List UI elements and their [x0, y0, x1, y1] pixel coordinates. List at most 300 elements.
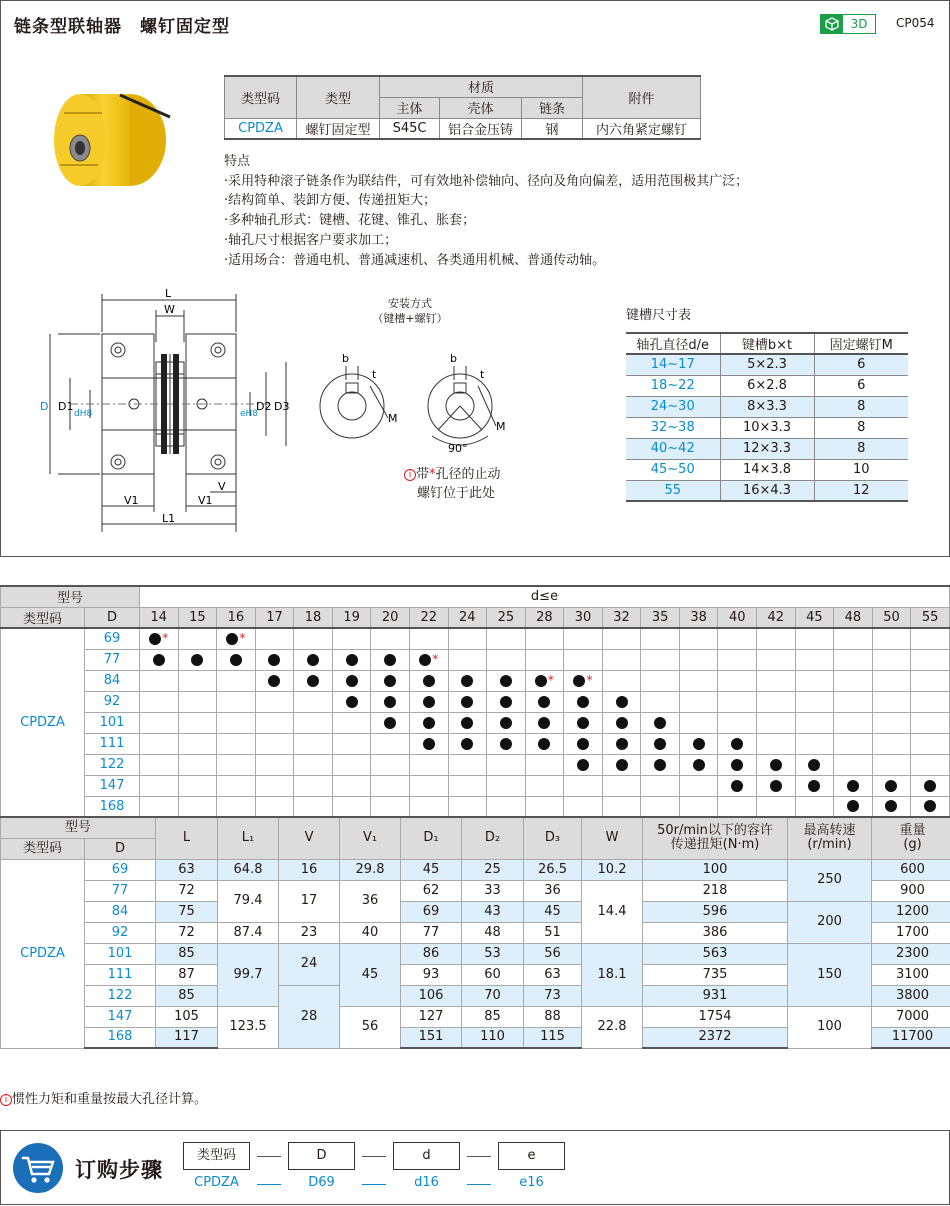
size-header-row	[1, 607, 950, 628]
size-D: 147	[85, 775, 140, 796]
size-cell	[140, 754, 179, 775]
size-D: 122	[85, 754, 140, 775]
size-cell	[911, 796, 950, 817]
dim-torque-value: 2372	[643, 1027, 788, 1048]
size-cell	[795, 775, 834, 796]
dim-L1-value: 87.4	[218, 922, 279, 943]
size-col-header: 25	[487, 607, 526, 628]
size-row	[1, 733, 950, 754]
size-cell	[911, 628, 950, 649]
available-dot	[423, 696, 435, 708]
keyway-row	[626, 459, 908, 480]
size-cell	[217, 691, 256, 712]
size-cell	[525, 796, 564, 817]
keyway-screw: 8	[814, 438, 908, 459]
size-cell	[602, 691, 641, 712]
available-dot	[307, 675, 319, 687]
dim-V1-left: V1	[124, 494, 139, 507]
size-cell	[371, 649, 410, 670]
keyway-screw: 8	[814, 417, 908, 438]
size-col-header: 40	[718, 607, 757, 628]
keyway-b-1: b	[342, 352, 349, 365]
mount-method	[355, 296, 465, 326]
dim-h-torque-2: 传递扭矩(N·m)	[670, 837, 760, 853]
dim-h-torque-1: 50r/min以下的容许	[657, 823, 773, 839]
dim-D1-value: 93	[401, 964, 462, 985]
size-cell	[178, 628, 217, 649]
available-dot	[149, 633, 161, 645]
size-cell	[255, 649, 294, 670]
size-col-header: 17	[255, 607, 294, 628]
size-cell	[679, 628, 718, 649]
size-cell	[679, 712, 718, 733]
size-cell	[757, 754, 796, 775]
size-cell	[448, 691, 487, 712]
spec-h-shell: 壳体	[440, 97, 522, 118]
order-separator	[362, 1156, 386, 1157]
dim-V1-value: 40	[340, 922, 401, 943]
keyway-bore: 24~30	[626, 396, 720, 417]
available-dot	[346, 675, 358, 687]
dim-W-value: 22.8	[582, 1006, 643, 1048]
size-cell	[679, 754, 718, 775]
dim-D2-value: 60	[462, 964, 524, 985]
size-cell	[834, 712, 873, 733]
available-dot	[616, 738, 628, 750]
size-col-header: 14	[140, 607, 179, 628]
available-dot	[770, 780, 782, 792]
dim-h-torque	[643, 817, 788, 859]
dim-D3-value: 88	[524, 1006, 582, 1027]
available-dot	[770, 759, 782, 771]
dim-D1-value: 62	[401, 880, 462, 901]
dim-D2-value: 110	[462, 1027, 524, 1048]
size-cell	[834, 733, 873, 754]
dim-D-value: 122	[85, 985, 156, 1006]
available-dot	[230, 654, 242, 666]
spec-h-material: 材质	[380, 76, 583, 97]
dim-h-V: V	[279, 817, 340, 859]
size-D: 111	[85, 733, 140, 754]
available-dot	[384, 654, 396, 666]
size-cell	[911, 775, 950, 796]
keyway-key: 5×2.3	[720, 354, 814, 375]
size-cell	[409, 649, 448, 670]
keyway-bore: 32~38	[626, 417, 720, 438]
size-cell	[371, 628, 410, 649]
available-dot	[573, 675, 585, 687]
size-col-header: 28	[525, 607, 564, 628]
dim-D1: D1	[58, 400, 74, 413]
size-cell	[448, 733, 487, 754]
size-cell	[718, 712, 757, 733]
available-dot	[693, 738, 705, 750]
size-cell	[679, 796, 718, 817]
keyway-bore: 40~42	[626, 438, 720, 459]
size-cell	[448, 712, 487, 733]
available-dot	[384, 675, 396, 687]
size-cell	[448, 775, 487, 796]
size-cell	[178, 775, 217, 796]
size-cell	[641, 796, 680, 817]
size-cell	[525, 649, 564, 670]
dim-torque-value: 931	[643, 985, 788, 1006]
spec-h-accessory: 附件	[583, 76, 701, 118]
size-cell	[487, 649, 526, 670]
size-cell	[757, 670, 796, 691]
size-cell	[140, 712, 179, 733]
size-cell	[757, 691, 796, 712]
available-dot	[500, 696, 512, 708]
keyway-screw: 6	[814, 375, 908, 396]
available-dot	[731, 780, 743, 792]
size-cell	[718, 628, 757, 649]
size-cell	[487, 670, 526, 691]
dim-code: CPDZA	[1, 859, 85, 1048]
keyway-M-1: M	[388, 412, 398, 425]
keyway-bore: 14~17	[626, 354, 720, 375]
dim-D3-value: 73	[524, 985, 582, 1006]
size-cell	[178, 712, 217, 733]
size-cell	[602, 796, 641, 817]
dim-h-code: 类型码	[1, 838, 85, 859]
dim-D2-value: 43	[462, 901, 524, 922]
dim-V1-value: 29.8	[340, 859, 401, 880]
dim-D2-value: 53	[462, 943, 524, 964]
dim-D-value: 147	[85, 1006, 156, 1027]
size-cell	[487, 796, 526, 817]
size-cell	[294, 796, 333, 817]
size-cell	[872, 691, 911, 712]
available-dot	[616, 717, 628, 729]
size-cell	[911, 712, 950, 733]
size-cell	[718, 649, 757, 670]
size-cell	[718, 733, 757, 754]
size-D: 69	[85, 628, 140, 649]
info-icon: i	[404, 469, 416, 481]
dim-D1-value: 106	[401, 985, 462, 1006]
size-cell	[757, 628, 796, 649]
dim-D2-value: 25	[462, 859, 524, 880]
size-header-row	[1, 586, 950, 607]
available-dot	[500, 717, 512, 729]
dim-D2-value: 70	[462, 985, 524, 1006]
dim-L1-value: 79.4	[218, 880, 279, 922]
available-dot	[307, 654, 319, 666]
size-cell	[757, 712, 796, 733]
product-code: CP054	[896, 16, 935, 30]
dim-weight-value: 1700	[872, 922, 950, 943]
size-cell	[371, 754, 410, 775]
keyway-key: 12×3.3	[720, 438, 814, 459]
spec-h-code: 类型码	[225, 76, 297, 118]
size-col-header: 32	[602, 607, 641, 628]
set-screw-star: *	[547, 673, 554, 687]
features-title: 特点	[224, 154, 251, 169]
keyway-diagrams	[310, 350, 510, 464]
dim-V-value: 28	[279, 985, 340, 1048]
dim-speed-value: 250	[788, 859, 872, 901]
size-cell	[525, 733, 564, 754]
dim-h-weight-1: 重量	[899, 823, 926, 839]
size-cell	[409, 775, 448, 796]
size-col-header: 48	[834, 607, 873, 628]
size-cell	[448, 754, 487, 775]
dim-h-model: 型号	[1, 817, 156, 838]
dim-h-weight	[872, 817, 950, 859]
feature-item: ·轴孔尺寸根据客户要求加工；	[224, 232, 398, 248]
size-cell	[641, 775, 680, 796]
dim-V1-value: 36	[340, 880, 401, 922]
size-cell	[757, 796, 796, 817]
size-cell	[409, 712, 448, 733]
available-dot	[654, 717, 666, 729]
size-cell	[332, 796, 371, 817]
available-dot	[885, 780, 897, 792]
size-cell	[757, 733, 796, 754]
dim-h-D3: D₃	[524, 817, 582, 859]
size-cell	[602, 775, 641, 796]
size-cell	[679, 691, 718, 712]
spec-code: CPDZA	[225, 118, 297, 139]
feature-item: ·多种轴孔形式：键槽、花键、锥孔、胀套；	[224, 213, 476, 229]
size-cell	[178, 733, 217, 754]
size-cell	[371, 733, 410, 754]
size-cell	[294, 754, 333, 775]
keyway-row	[626, 438, 908, 459]
keyway-screw: 12	[814, 480, 908, 501]
size-cell	[795, 649, 834, 670]
dim-torque-value: 100	[643, 859, 788, 880]
size-cell	[294, 670, 333, 691]
size-cell	[602, 754, 641, 775]
size-cell	[255, 712, 294, 733]
size-col-header: 35	[641, 607, 680, 628]
notice-post: 孔径的止动	[435, 467, 501, 482]
available-dot	[461, 696, 473, 708]
dim-D3-value: 26.5	[524, 859, 582, 880]
size-D: 101	[85, 712, 140, 733]
size-cell	[371, 796, 410, 817]
dim-V-value: 23	[279, 922, 340, 943]
size-cell	[872, 628, 911, 649]
order-field-code[interactable]: 类型码	[183, 1142, 250, 1170]
available-dot	[731, 759, 743, 771]
dim-L1-value: 123.5	[218, 1006, 279, 1048]
size-cell	[564, 628, 603, 649]
footnote-text: 惯性力矩和重量按最大孔径计算。	[12, 1092, 208, 1107]
keyway-bore: 18~22	[626, 375, 720, 396]
mount-title: 安装方式	[388, 297, 432, 310]
size-cell	[718, 796, 757, 817]
size-cell	[718, 691, 757, 712]
dim-torque-value: 218	[643, 880, 788, 901]
size-cell	[872, 670, 911, 691]
size-cell	[872, 733, 911, 754]
size-row	[1, 712, 950, 733]
size-col-header: 22	[409, 607, 448, 628]
size-cell	[332, 775, 371, 796]
size-col-header: 45	[795, 607, 834, 628]
size-cell	[602, 649, 641, 670]
size-cell	[872, 796, 911, 817]
dim-V-value: 24	[279, 943, 340, 985]
size-row	[1, 628, 950, 649]
dim-h-L1: L₁	[218, 817, 279, 859]
size-cell	[602, 670, 641, 691]
cube-icon	[821, 15, 843, 33]
dim-torque-value: 735	[643, 964, 788, 985]
dim-D1-value: 69	[401, 901, 462, 922]
size-cell	[872, 712, 911, 733]
dim-D1-value: 151	[401, 1027, 462, 1048]
size-cell	[525, 775, 564, 796]
size-col-header: 42	[757, 607, 796, 628]
size-cell	[602, 712, 641, 733]
order-steps	[0, 1130, 950, 1205]
size-cell	[525, 670, 564, 691]
dim-D2-value: 48	[462, 922, 524, 943]
size-cell	[255, 796, 294, 817]
order-title: 订购步骤	[75, 1158, 163, 1182]
dim-D-value: 111	[85, 964, 156, 985]
size-cell	[525, 691, 564, 712]
set-screw-star: *	[586, 673, 593, 687]
keyway-key: 14×3.8	[720, 459, 814, 480]
size-col-header: 55	[911, 607, 950, 628]
size-cell	[255, 733, 294, 754]
dim-L: L	[165, 287, 172, 300]
size-cell	[371, 691, 410, 712]
available-dot	[423, 717, 435, 729]
size-cell	[795, 754, 834, 775]
feature-item: ·适用场合：普通电机、普通减速机、各类通用机械、普通传动轴。	[224, 252, 606, 268]
dim-dH8: dH8	[74, 409, 93, 419]
available-dot	[847, 780, 859, 792]
spec-table	[224, 75, 701, 140]
size-cell	[294, 628, 333, 649]
size-cell	[641, 628, 680, 649]
size-cell	[525, 712, 564, 733]
size-col-header: 30	[564, 607, 603, 628]
size-cell	[255, 670, 294, 691]
dim-h-D1: D₁	[401, 817, 462, 859]
size-cell	[795, 628, 834, 649]
available-dot	[268, 654, 280, 666]
spec-h-type: 类型	[297, 76, 380, 118]
dim-speed-value: 150	[788, 943, 872, 1006]
dim-weight-value: 900	[872, 880, 950, 901]
available-dot	[616, 759, 628, 771]
dim-D-value: 84	[85, 901, 156, 922]
available-dot	[693, 759, 705, 771]
size-cell	[217, 733, 256, 754]
size-cell	[487, 775, 526, 796]
size-cell	[178, 670, 217, 691]
size-col-header: 15	[178, 607, 217, 628]
keyway-table-title: 键槽尺寸表	[626, 308, 692, 323]
size-cell	[409, 691, 448, 712]
size-cell	[448, 649, 487, 670]
order-field-d[interactable]: d	[393, 1142, 460, 1170]
3d-badge[interactable]	[820, 14, 876, 34]
available-dot	[538, 738, 550, 750]
order-separator	[362, 1184, 386, 1185]
set-screw-star: *	[432, 652, 439, 666]
keyway-h-bore: 轴孔直径d/e	[626, 333, 720, 354]
size-cell	[911, 670, 950, 691]
available-dot	[731, 738, 743, 750]
dim-L-value: 72	[156, 922, 218, 943]
size-cell	[448, 796, 487, 817]
dim-L1: L1	[162, 512, 176, 525]
dim-V1-value: 56	[340, 1006, 401, 1048]
size-cell	[294, 733, 333, 754]
dim-V-value: 17	[279, 880, 340, 922]
spec-h-chain: 链条	[522, 97, 583, 118]
dim-L-value: 117	[156, 1027, 218, 1048]
dim-D3-value: 63	[524, 964, 582, 985]
dim-L-value: 87	[156, 964, 218, 985]
dim-D: D	[40, 400, 49, 413]
size-cell	[564, 733, 603, 754]
size-D: 84	[85, 670, 140, 691]
spec-chain: 钢	[522, 118, 583, 139]
size-cell	[834, 670, 873, 691]
dim-D3-value: 115	[524, 1027, 582, 1048]
available-dot	[885, 800, 897, 812]
size-cell	[217, 754, 256, 775]
size-cell	[795, 670, 834, 691]
size-cell	[834, 775, 873, 796]
dim-weight-value: 1200	[872, 901, 950, 922]
dim-D1-value: 77	[401, 922, 462, 943]
dim-L-value: 63	[156, 859, 218, 880]
keyway-t-1: t	[372, 368, 377, 381]
size-cell	[448, 628, 487, 649]
dim-torque-value: 386	[643, 922, 788, 943]
size-cell	[795, 691, 834, 712]
size-cell	[911, 733, 950, 754]
size-cell	[834, 649, 873, 670]
size-cell	[641, 691, 680, 712]
dim-W-value: 18.1	[582, 943, 643, 1006]
size-cell	[371, 670, 410, 691]
size-cell	[294, 691, 333, 712]
size-row	[1, 691, 950, 712]
order-field-e[interactable]: e	[498, 1142, 565, 1170]
order-separator	[257, 1156, 281, 1157]
size-cell	[409, 796, 448, 817]
size-cell	[757, 649, 796, 670]
order-value-D: D69	[308, 1175, 335, 1190]
order-field-D[interactable]: D	[288, 1142, 355, 1170]
size-cell	[487, 628, 526, 649]
dim-D-value: 92	[85, 922, 156, 943]
dim-h-weight-2: (g)	[903, 837, 922, 853]
size-cell	[294, 775, 333, 796]
size-cell	[564, 649, 603, 670]
size-h-model: 型号	[1, 586, 140, 607]
size-cell	[332, 628, 371, 649]
size-col-header: 18	[294, 607, 333, 628]
spec-type: 螺钉固定型	[297, 118, 380, 139]
size-cell	[795, 796, 834, 817]
available-dot	[924, 780, 936, 792]
available-dot	[346, 654, 358, 666]
size-cell	[834, 628, 873, 649]
dim-L-value: 105	[156, 1006, 218, 1027]
